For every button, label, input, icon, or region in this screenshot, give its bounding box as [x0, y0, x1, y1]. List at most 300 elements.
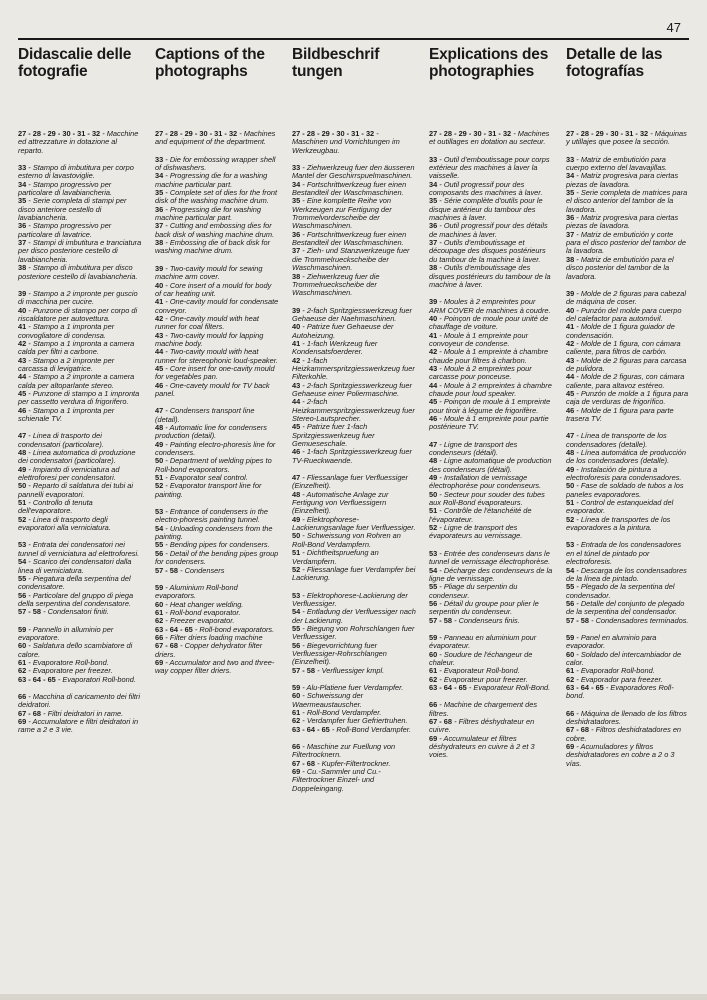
caption-text: Outil d'emboutissage pour corps extérieur des machines à laver la vaisselle.	[429, 154, 550, 181]
caption-text: Control de estanqueidad del evaporador.	[566, 498, 674, 516]
caption-text: 1-fach Spritzgiesswerkzeug fuer TV-Rueckwaende.	[292, 447, 412, 465]
caption-group	[18, 626, 142, 684]
caption-entry: 62 - Freezer evaporator.	[155, 616, 235, 626]
caption-entry: 61 - Evaporador Roll-bond.	[566, 666, 655, 676]
caption-group	[566, 432, 690, 532]
caption-entry: 42 - Moule à 1 empreinte à chambre chaude pour filtres à charbon.	[429, 347, 549, 365]
caption-entry: 51 - Contrôle de l'étanchéité de l'évaporateur.	[429, 506, 532, 524]
caption-entry: 67 - 68 - Filtri deidratori in rame.	[18, 708, 124, 718]
caption-entry: 50 - Reparto di saldatura dei tubi ai pannelli evaporatori.	[18, 481, 134, 499]
caption-number: 69	[18, 717, 27, 726]
column-spanish	[566, 46, 690, 777]
caption-text: Freezer evaporator.	[169, 616, 235, 626]
caption-number: 43	[429, 363, 438, 373]
caption-entry: 36 - Progressing die for washing machine particular part.	[155, 204, 262, 223]
caption-group	[155, 265, 279, 399]
caption-number: 57 - 58	[292, 665, 316, 675]
caption-number: 45	[429, 397, 438, 407]
caption-entry: 56 - Detalle del conjunto de plegado de la serpentina del condensador.	[566, 598, 685, 617]
caption-group	[292, 474, 416, 582]
caption-group	[155, 584, 279, 676]
caption-number: 52	[155, 481, 164, 491]
caption-number: 40	[566, 305, 575, 315]
caption-number: 60	[292, 691, 301, 701]
caption-text: Stampo di imbutitura per corpo esterno di lavastoviglie.	[18, 163, 134, 181]
caption-text: Stampo progressivo per particolare di lavabiancheria.	[18, 179, 113, 198]
caption-text: Scarico dei condensatori dalla linea di verniciatura.	[18, 557, 132, 575]
caption-number: 40	[155, 280, 164, 290]
caption-text: Línea de transportes de los evaporadores a la pintura.	[566, 514, 671, 533]
caption-entry: 61 - Evaporatore Roll-bond.	[18, 657, 109, 667]
caption-number: 27 - 28 - 29 - 30 - 31 - 32	[155, 129, 238, 138]
caption-number: 69	[429, 733, 438, 743]
caption-text: Ziehwerkzeug fuer den äusseren Mantel der Geschirrspuelmaschinen.	[292, 163, 415, 181]
caption-entry: 39 - Molde de 2 figuras para cabezal de máquina de coser.	[566, 288, 686, 307]
caption-entry: 41 - Stampo a 1 impronta per convogliatore di condensa.	[18, 322, 115, 340]
caption-text: Stampo a 1 impronta a camera calda per filtri a carbone.	[18, 338, 135, 357]
caption-entry: 27 - 28 - 29 - 30 - 31 - 32 - Macchine ed attrezzature in dotazione al reparto.	[18, 129, 139, 155]
caption-text: Maschinen und Vorrichtungen im Werkzeugbau.	[292, 137, 400, 155]
caption-group	[155, 156, 279, 256]
caption-text: Maschine zur Fuellung von Filtertrocknern.	[292, 742, 396, 760]
caption-text: Macchine ed attrezzature in dotazione al reparto.	[18, 129, 139, 155]
caption-number: 50	[429, 489, 438, 499]
caption-text: Progressing die for a washing machine particular part.	[155, 171, 268, 189]
caption-text: Serie completa di stampi per disco anteriore cestello di lavabiancheria.	[18, 196, 127, 223]
caption-text: Panneau en aluminium pour évaporateur.	[429, 632, 537, 651]
caption-entry: 39 - Moules à 2 empreintes pour ARM COVER de machines à coudre.	[429, 297, 551, 315]
caption-text: Machine de chargement des filtres.	[429, 700, 538, 718]
caption-group	[429, 634, 553, 692]
caption-text: Détail du groupe pour plier le serpentin du condenseur.	[429, 598, 539, 617]
caption-entry: 38 - Stampo di imbutitura per disco posteriore cestello di lavabiancheria.	[18, 263, 138, 281]
caption-list	[292, 130, 416, 793]
caption-text: Roll-bond evaporator.	[169, 607, 241, 617]
caption-entry: 53 - Entrée des condenseurs dans le tunnel de vernissage électrophorèse.	[429, 548, 551, 567]
column-german	[292, 46, 416, 802]
caption-text: Automatische Anlage zur Fertigung von Verfluessigern (Einzelheit).	[292, 489, 389, 516]
caption-number: 45	[566, 388, 575, 398]
caption-number: 53	[566, 540, 575, 550]
caption-entry: 61 - Roll-bond evaporator.	[155, 607, 241, 617]
caption-number: 57 - 58	[18, 607, 42, 617]
caption-entry: 37 - Outils d'emboutissage et découpage des disques postérieurs du tambour de la machine à laver.	[429, 238, 546, 264]
caption-group	[155, 130, 279, 147]
caption-text: Máquina de llenado de los filtros deshidratadores.	[566, 708, 687, 726]
caption-text: Molde de 2 figuras para carcasa de pulidora.	[566, 355, 687, 373]
caption-number: 35	[292, 196, 301, 206]
caption-text: Entrance of condensers in the electro-phoresis painting tunnel.	[155, 507, 269, 525]
caption-number: 50	[566, 481, 575, 491]
caption-entry: 46 - Moule à 1 empreinte pour partie postérieure TV.	[429, 414, 549, 432]
caption-entry: 33 - Stampo di imbutitura per corpo esterno di lavastoviglie.	[18, 163, 134, 181]
caption-number: 42	[18, 338, 27, 348]
caption-text: Stampo a 1 impronta per schienale TV.	[18, 405, 115, 423]
caption-entry: 59 - Aluminium Roll-bond evaporators.	[155, 582, 238, 601]
caption-entry: 52 - Línea de transportes de los evaporadores a la pintura.	[566, 514, 671, 533]
caption-entry: 48 - Automatic line for condensers production (detail).	[155, 423, 267, 441]
caption-number: 51	[566, 498, 575, 508]
caption-number: 39	[292, 305, 301, 315]
caption-number: 53	[155, 507, 164, 517]
caption-entry: 54 - Descarga de los condensadores de la línea de pintado.	[566, 565, 687, 583]
caption-number: 33	[292, 163, 301, 173]
caption-entry: 33 - Die for embossing wrapper shell of dishwashers.	[155, 154, 276, 173]
caption-number: 60	[155, 599, 164, 609]
caption-entry: 69 - Accumulateur et filtres déshydrateurs en cuivre à 2 et 3 voies.	[429, 733, 535, 760]
caption-text: Evaporateur pour freezer.	[443, 674, 528, 684]
caption-group	[292, 592, 416, 675]
caption-entry: 45 - Punzone di stampo a 1 impronta per cassetto verdura di frigorifero.	[18, 388, 140, 407]
caption-number: 46	[155, 380, 164, 390]
caption-entry: 49 - Instalación de pintura a electroforesis para condensadores.	[566, 464, 682, 483]
caption-text: Roll-bond evaporators.	[199, 624, 275, 634]
caption-number: 59	[292, 682, 301, 692]
caption-text: Fliessanlage fuer Verfluessiger (Einzelheit).	[292, 473, 409, 491]
caption-text: Stampo a 2 impronte a camera calda per altoparlante stereo.	[18, 372, 135, 390]
caption-entry: 66 - Machine de chargement des filtres.	[429, 700, 538, 718]
caption-entry: 27 - 28 - 29 - 30 - 31 - 32 - Máquinas y utillajes que posee la sección.	[566, 129, 687, 147]
caption-entry: 63 - 64 - 65 - Evaporadores Roll-bond.	[566, 682, 674, 701]
caption-entry: 43 - Stampo a 2 impronte per carcassa di levigatrice.	[18, 355, 115, 373]
caption-text: Condensers	[184, 565, 225, 575]
caption-text: Filtri deidratori in rame.	[47, 708, 124, 718]
caption-text: Piegatura della serpentina del condensatore.	[18, 573, 131, 592]
caption-text: Embossing die of back disk for washing machine drum.	[155, 238, 271, 256]
caption-number: 67 - 68	[292, 758, 316, 768]
caption-number: 56	[566, 598, 575, 608]
caption-text: Moules à 2 empreintes pour ARM COVER de machines à coudre.	[429, 297, 551, 315]
caption-number: 66	[155, 632, 164, 642]
caption-number: 49	[292, 514, 301, 524]
caption-text: Stampi di imbutitura e tranciatura per disco posteriore cestello di lavabiancheria.	[18, 238, 142, 264]
caption-number: 37	[292, 246, 301, 256]
caption-text: Evaporatore per freezer.	[32, 666, 113, 676]
caption-text: Décharge des condenseurs de la ligne de vernissage.	[429, 565, 553, 583]
caption-text: Evaporatore Roll-bond.	[32, 657, 109, 667]
caption-text: Ligne de transport des condenseurs (détail).	[429, 439, 518, 458]
caption-entry: 51 - Controllo di tenuta dell'evaporatore.	[18, 498, 93, 516]
caption-entry: 40 - Punzone di stampo per corpo di riscaldatore per autovettura.	[18, 305, 138, 323]
caption-entry: 35 - Serie completa di stampi per disco anteriore cestello di lavabiancheria.	[18, 196, 127, 223]
caption-number: 48	[429, 456, 438, 466]
caption-number: 50	[292, 531, 301, 541]
caption-text: Serie completa de matrices para el disco anterior del tambor de la lavadora.	[566, 188, 688, 214]
caption-number: 41	[566, 322, 575, 332]
caption-text: Molde de 1 figura para parte trasera TV.	[566, 405, 674, 423]
caption-text: Installation de vernissage électrophorèse pour condenseurs.	[429, 473, 542, 491]
caption-number: 62	[566, 674, 575, 684]
caption-text: Two-cavity mould for sewing machine arm cover.	[155, 263, 263, 282]
caption-text: Stampo progressivo per particolare di lavatrice.	[18, 221, 112, 239]
caption-text: Progressing die for washing machine particular part.	[155, 204, 262, 223]
caption-entry: 60 - Saldatura dello scambiatore di calore.	[18, 641, 133, 659]
caption-number: 40	[429, 313, 438, 323]
caption-number: 61	[429, 666, 438, 676]
caption-text: Stampo a 1 impronta per convogliatore di condensa.	[18, 322, 115, 340]
caption-entry: 43 - 2-fach Spritzgiesswerkzeug fuer Gehaeuse einer Poliermaschine.	[292, 380, 412, 398]
caption-text: Evaporator seal control.	[169, 473, 248, 483]
caption-group	[18, 541, 142, 616]
caption-entry: 50 - Schweissung von Rohren an Roll-Bond Verdampfern.	[292, 531, 401, 549]
caption-entry: 44 - Moule à 2 empreintes à chambre chaude pour loud speaker.	[429, 380, 552, 398]
caption-number: 36	[18, 221, 27, 231]
caption-text: Matriz progresiva para ciertas piezas de lavadora.	[566, 213, 679, 231]
caption-group	[292, 307, 416, 466]
caption-text: Core insert for one-cavity mould for vegetables pan.	[155, 363, 275, 382]
caption-text: Matriz progresiva para ciertas piezas de lavadora.	[566, 171, 679, 189]
caption-entry: 51 - Control de estanqueidad del evaporador.	[566, 498, 674, 516]
caption-number: 41	[429, 330, 438, 340]
caption-number: 33	[155, 154, 164, 164]
caption-number: 69	[292, 767, 301, 777]
caption-number: 47	[18, 431, 27, 441]
caption-text: 2-fach Spritzgiesswerkzeug fuer Gehaeuse der Naehmaschinen.	[292, 305, 412, 323]
caption-entry: 37 - Cutting and embossing dies for back disk of washing machine drum.	[155, 221, 275, 239]
caption-number: 62	[292, 716, 301, 726]
caption-number: 36	[429, 221, 438, 231]
caption-number: 39	[155, 263, 164, 273]
caption-number: 57 - 58	[155, 565, 179, 575]
caption-entry: 55 - Piegatura della serpentina del condensatore.	[18, 573, 131, 592]
caption-entry: 67 - 68 - Filtros deshidratadores en cobre.	[566, 725, 682, 743]
caption-number: 66	[429, 700, 438, 710]
caption-number: 33	[18, 163, 27, 173]
caption-text: Machines et outillages en dotation au secteur.	[429, 129, 550, 147]
caption-entry: 66 - Filter driers loading machine	[155, 632, 263, 642]
caption-entry: 67 - 68 - Filtres déshydrateur en cuivre.	[429, 717, 535, 735]
caption-entry: 47 - Linea di trasporto dei condensatori (particolare).	[18, 431, 104, 449]
caption-text: Accumulator and two and three-way copper filter driers.	[155, 657, 275, 676]
caption-text: 1-fach Werkzeug fuer Kondensatsfoerderer.	[292, 338, 378, 357]
caption-text: Copper dehydrator filter driers.	[155, 641, 263, 659]
caption-text: Accumulateur et filtres déshydrateurs en cuivre à 2 et 3 voies.	[429, 733, 535, 760]
caption-entry: 39 - Stampo a 2 impronte per guscio di macchina per cucire.	[18, 288, 138, 307]
caption-number: 66	[18, 691, 27, 701]
caption-entry: 57 - 58 - Condensers	[155, 565, 225, 575]
caption-text: 2-fach Heizkammerspritzgiesswerkzeug fuer Stereo-Lautsprecher.	[292, 397, 415, 423]
caption-text: Biegung von Rohrschlangen fuer Verfluessiger.	[292, 623, 415, 642]
caption-number: 54	[18, 557, 27, 567]
caption-text: Punzón de molde a 1 figura para caja de verduras de frigorífico.	[566, 388, 689, 407]
caption-entry: 34 - Matriz progresiva para ciertas piezas de lavadora.	[566, 171, 679, 189]
caption-number: 60	[566, 649, 575, 659]
caption-group	[429, 441, 553, 541]
caption-group	[429, 130, 553, 147]
caption-number: 42	[155, 313, 164, 323]
caption-text: Evaporadores Roll-bond.	[566, 682, 674, 701]
caption-text: Fortschrittwerkzeug fuer einen Bestandteil der Waschmaschinen.	[292, 229, 407, 248]
caption-number: 39	[566, 288, 575, 298]
caption-group	[429, 701, 553, 759]
caption-text: Evaporateur Roll-bond.	[443, 666, 520, 676]
caption-number: 34	[18, 179, 27, 189]
caption-text: Evaporator transport line for painting.	[155, 481, 262, 499]
bottom-edge	[0, 994, 707, 1000]
caption-entry: 57 - 58 - Verfluessiger kmpl.	[292, 665, 385, 675]
caption-text: Filter driers loading machine	[169, 632, 263, 642]
caption-number: 47	[292, 473, 301, 483]
caption-entry: 27 - 28 - 29 - 30 - 31 - 32 - Machines et outillages en dotation au secteur.	[429, 129, 550, 147]
caption-entry: 34 - Stampo progressivo per particolare di lavabiancheria.	[18, 179, 113, 198]
caption-group	[18, 693, 142, 735]
caption-text: Outils d'emboutissage et découpage des disques postérieurs du tambour de la machine à laver.	[429, 238, 546, 264]
caption-entry: 48 - Linea automatica di produzione dei condensatori (particolare).	[18, 448, 136, 466]
caption-number: 63 - 64 - 65	[429, 682, 467, 692]
caption-number: 63 - 64 - 65	[566, 682, 604, 692]
caption-entry: 69 - Cu.-Sammler und Cu.-Filtertrockner Einzel- und Doppeleingang.	[292, 767, 381, 793]
caption-number: 67 - 68	[155, 641, 179, 651]
caption-text: Moule à 1 empreinte pour partie postérieure TV.	[429, 414, 549, 432]
caption-number: 38	[429, 263, 438, 273]
caption-entry: 66 - Máquina de llenado de los filtros deshidratadores.	[566, 708, 687, 726]
caption-number: 67 - 68	[18, 708, 42, 718]
caption-text: Contrôle de l'étanchéité de l'évaporateur.	[429, 506, 532, 524]
caption-group	[566, 290, 690, 424]
caption-number: 34	[429, 179, 438, 189]
caption-group	[292, 164, 416, 298]
caption-text: Unloading condensers from the painting.	[155, 523, 273, 542]
caption-entry: 40 - Poinçon de moule pour unité de chauffage de voiture.	[429, 313, 549, 332]
caption-number: 27 - 28 - 29 - 30 - 31 - 32	[566, 129, 649, 138]
caption-number: 38	[18, 263, 27, 273]
caption-text: Filtres déshydrateur en cuivre.	[429, 717, 535, 735]
caption-entry: 53 - Entrance of condensers in the electro-phoresis painting tunnel.	[155, 507, 269, 525]
caption-text: 2-fach Spritzgiesswerkzeug fuer Gehaeuse einer Poliermaschine.	[292, 380, 412, 398]
caption-entry: 61 - Roll-Bond Verdampfer.	[292, 708, 382, 717]
caption-text: Department of welding pipes to Roll-bond evaporators.	[155, 456, 272, 474]
caption-text: Stampo a 2 impronte per carcassa di levigatrice.	[18, 355, 115, 373]
caption-entry: 46 - One-cavety mould for TV back panel.	[155, 380, 270, 398]
caption-text: Línea automática de producción de los condensadores (detalle).	[566, 448, 686, 466]
caption-number: 63 - 64 - 65	[155, 624, 193, 634]
caption-number: 50	[18, 481, 27, 491]
caption-number: 62	[155, 616, 164, 626]
caption-entry: 60 - Soldado del intercambiador de calor.	[566, 649, 682, 667]
caption-number: 69	[155, 657, 164, 667]
caption-text: One-cavity mould for condensate conveyor.	[155, 297, 279, 315]
caption-text: Acumuladores y filtros deshidratadores en cobre a 2 o 3 vías.	[566, 742, 675, 768]
caption-entry: 44 - Stampo a 2 impronte a camera calda per altoparlante stereo.	[18, 372, 135, 390]
caption-number: 37	[18, 238, 27, 248]
caption-number: 48	[566, 448, 575, 458]
caption-entry: 69 - Accumulatore e filtri deidratori in rame a 2 e 3 vie.	[18, 717, 139, 735]
caption-entry: 33 - Matriz de embutición para cuerpo externo del lavavajillas.	[566, 154, 668, 173]
caption-entry: 46 - Molde de 1 figura para parte trasera TV.	[566, 405, 674, 423]
caption-text: Alu-Platiene fuer Verdampfer.	[306, 682, 404, 692]
caption-entry: 56 - Particolare del gruppo di piega della serpentina del condensatore.	[18, 590, 134, 608]
caption-text: Patrize fuer Gehaeuse der Autoheizung.	[292, 322, 394, 340]
caption-entry: 66 - Maschine zur Fuellung von Filtertrocknern.	[292, 742, 396, 760]
caption-number: 56	[292, 640, 301, 650]
caption-number: 55	[155, 540, 164, 550]
caption-entry: 55 - Bending pipes for condensers.	[155, 540, 270, 550]
caption-number: 54	[429, 565, 438, 575]
caption-number: 53	[18, 540, 27, 550]
caption-entry: 39 - 2-fach Spritzgiesswerkzeug fuer Gehaeuse der Naehmaschinen.	[292, 305, 412, 323]
caption-group	[429, 550, 553, 625]
caption-entry: 40 - Punzón del molde para cuerpo del calefactor para automóvil.	[566, 305, 682, 323]
caption-entry: 47 - Fliessanlage fuer Verfluessiger (Einzelheit).	[292, 473, 409, 491]
caption-entry: 40 - Core insert of a mould for body of car heating unit.	[155, 280, 272, 298]
caption-number: 27 - 28 - 29 - 30 - 31 - 32	[292, 129, 375, 138]
caption-number: 50	[155, 456, 164, 466]
caption-entry: 35 - Eine komplette Reihe von Werkzeugen zur Fertigung der Trommelvorderscheibe der Waschmaschinen.	[292, 196, 392, 231]
caption-entry: 55 - Plegado de la serpentina del condensador.	[566, 582, 675, 600]
caption-entry: 44 - 2-fach Heizkammerspritzgiesswerkzeug fuer Stereo-Lautsprecher.	[292, 397, 415, 423]
caption-number: 36	[155, 204, 164, 214]
caption-text: Plegado de la serpentina del condensador.	[566, 582, 675, 600]
caption-number: 55	[429, 582, 438, 592]
caption-entry: 56 - Détail du groupe pour plier le serpentin du condenseur.	[429, 598, 539, 617]
caption-entry: 27 - 28 - 29 - 30 - 31 - 32 - Machines and equipment of the department.	[155, 129, 276, 147]
caption-number: 36	[292, 229, 301, 239]
caption-number: 62	[429, 674, 438, 684]
caption-number: 41	[18, 322, 27, 332]
caption-number: 41	[155, 297, 164, 307]
caption-entry: 34 - Outil progressif pour des composants des machines à laver.	[429, 179, 543, 198]
caption-group	[566, 710, 690, 768]
caption-number: 46	[18, 405, 27, 415]
caption-entry: 57 - 58 - Condensatori finiti.	[18, 607, 109, 617]
caption-text: Outils d'emboutissage des disques postérieurs du tambour de la machine à laver.	[429, 263, 551, 289]
column-french	[429, 46, 553, 769]
caption-number: 52	[566, 514, 575, 524]
caption-number: 37	[566, 229, 575, 239]
caption-text: Die for embossing wrapper shell of dishwashers.	[155, 154, 276, 173]
caption-entry: 27 - 28 - 29 - 30 - 31 - 32 - Maschinen und Vorrichtungen im Werkzeugbau.	[292, 129, 400, 155]
caption-number: 51	[429, 506, 438, 516]
caption-entry: 34 - Progressing die for a washing machine particular part.	[155, 171, 268, 189]
caption-entry: 54 - Entladung der Verfluessiger nach der Lackierung.	[292, 607, 416, 625]
caption-entry: 41 - 1-fach Werkzeug fuer Kondensatsfoerderer.	[292, 338, 378, 357]
caption-text: Linea automatica di produzione dei condensatori (particolare).	[18, 448, 136, 466]
caption-text: Verfluessiger kmpl.	[321, 665, 385, 675]
caption-entry: 50 - Secteur pour souder des tubes aux Roll-Bond évaporateurs.	[429, 489, 545, 508]
caption-text: Schweissung von Rohren an Roll-Bond Verdampfern.	[292, 531, 401, 549]
caption-number: 59	[155, 582, 164, 592]
caption-entry: 37 - Stampi di imbutitura e tranciatura per disco posteriore cestello di lavabiancheria.	[18, 238, 142, 264]
caption-text: Roll-Bond Verdampfer.	[336, 724, 412, 734]
caption-entry: 56 - Biegevorrichtung fuer Verfluessiger-Rohrschlangen (Einzelheit).	[292, 640, 387, 667]
caption-text: Matriz de embutición y corte para el disco posterior del tambor de la lavadora.	[566, 229, 686, 256]
caption-list	[155, 130, 279, 676]
caption-entry: 69 - Acumuladores y filtros deshidratadores en cobre a 2 o 3 vías.	[566, 742, 675, 768]
caption-text: Molde de 2 figuras para cabezal de máquina de coser.	[566, 288, 686, 307]
caption-number: 34	[566, 171, 575, 181]
caption-entry: 35 - Complete set of dies for the front disk of the washing machine drum.	[155, 188, 278, 206]
caption-entry: 49 - Painting electro-phoresis line for condensers.	[155, 439, 276, 458]
caption-entry: 45 - Patrize fuer 1-fach Spritzgiesswerkzeug fuer Gemuesesch​ale.	[292, 422, 375, 449]
caption-number: 34	[155, 171, 164, 181]
caption-number: 45	[18, 388, 27, 398]
caption-number: 39	[18, 288, 27, 298]
caption-entry: 38 - Embossing die of back disk for washing machine drum.	[155, 238, 271, 256]
caption-entry: 37 - Zieh- und Stanzwerkzeuge fuer die Trommelrueckscheibe der Waschmaschinen.	[292, 246, 410, 273]
caption-entry: 36 - Matriz progresiva para ciertas piezas de lavadora.	[566, 213, 679, 231]
caption-text: Impianto di verniciatura ad elettroforesi per condensatori.	[18, 464, 120, 483]
caption-number: 42	[292, 355, 301, 365]
caption-text: Cu.-Sammler und Cu.-Filtertrockner Einzel- und Doppeleingang.	[292, 767, 381, 793]
caption-group	[18, 130, 142, 155]
caption-entry: 35 - Serie completa de matrices para el disco anterior del tambor de la lavadora.	[566, 188, 688, 214]
caption-entry: 60 - Heat changer welding.	[155, 599, 244, 609]
caption-group	[18, 290, 142, 424]
caption-text: Fortschrittwerkzeug fuer einen Bestandteil der Waschmaschinen.	[292, 179, 407, 198]
caption-number: 55	[566, 582, 575, 592]
caption-entry: 60 - Schweissung der Waermeaustauscher.	[292, 691, 364, 709]
caption-text: Ziehwerkzeug fuer die Trommelrueckscheibe der Waschmaschinen.	[292, 271, 380, 298]
